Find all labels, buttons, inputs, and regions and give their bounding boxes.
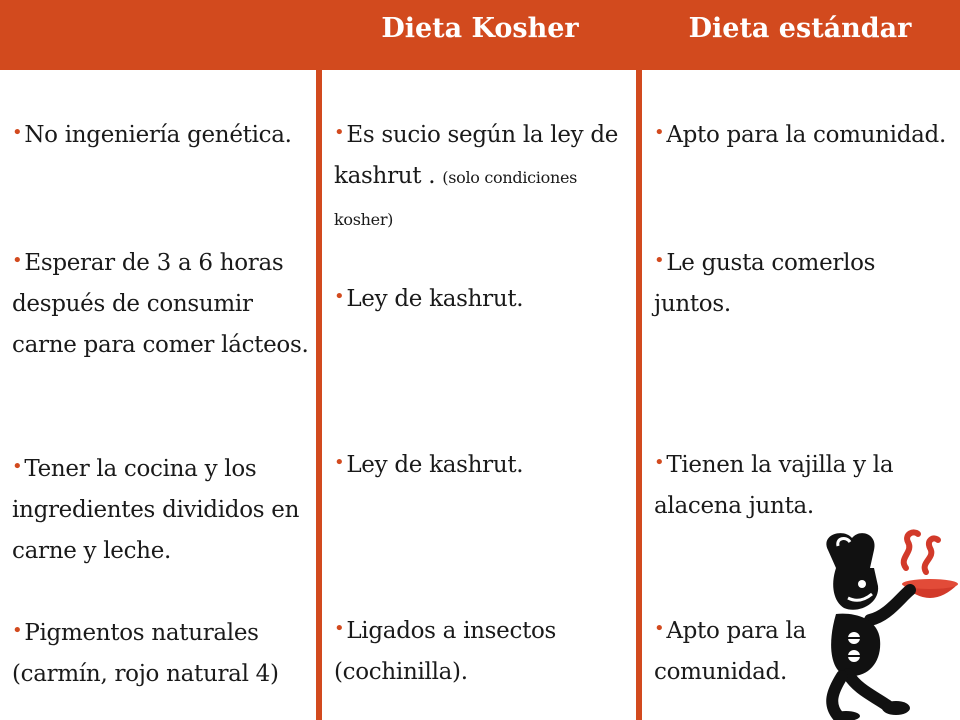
item-text: Es sucio según la ley de kashrut . <box>334 122 619 189</box>
item-text: Le gusta comerlos juntos. <box>654 250 876 317</box>
list-item <box>654 608 806 693</box>
item-text: Apto para la comunidad. <box>666 122 946 148</box>
bullet-icon: • <box>334 122 345 143</box>
item-text: Apto para la comunidad. <box>654 618 806 685</box>
list-item <box>334 608 630 693</box>
item-text: Tener la cocina y los ingredientes divididos en carne y leche. <box>12 456 300 564</box>
item-text: Ley de kashrut. <box>346 286 524 312</box>
item-text: No ingeniería genética. <box>24 122 292 148</box>
bullet-icon: • <box>12 620 23 641</box>
item-text: Pigmentos naturales (carmín, rojo natural 4) <box>12 620 279 687</box>
bullet-icon: • <box>654 618 665 639</box>
item-text: Esperar de 3 a 6 horas después de consumir carne para comer lácteos. <box>12 250 309 358</box>
header-kosher-diet: Dieta Kosher <box>381 13 579 44</box>
chef-clipart-icon <box>818 528 960 720</box>
list-item <box>12 610 310 695</box>
bullet-icon: • <box>654 250 665 271</box>
column-divider-1 <box>316 68 322 720</box>
item-text: Tienen la vajilla y la alacena junta. <box>654 452 894 519</box>
bullet-icon: • <box>334 618 345 639</box>
bullet-icon: • <box>334 452 345 473</box>
list-item <box>12 112 310 156</box>
list-item <box>654 240 950 325</box>
item-note: (solo condiciones kosher) <box>334 168 578 229</box>
list-item <box>334 442 630 486</box>
bullet-icon: • <box>12 250 23 271</box>
list-item <box>12 240 310 366</box>
column-divider-2 <box>636 68 642 720</box>
list-item <box>654 112 950 156</box>
list-item <box>12 446 310 572</box>
table-top-border <box>0 68 960 70</box>
item-text: Ley de kashrut. <box>346 452 524 478</box>
list-item <box>654 442 950 527</box>
list-item <box>334 276 630 320</box>
item-text: Ligados a insectos (cochinilla). <box>334 618 557 685</box>
header-bar <box>0 0 960 68</box>
bullet-icon: • <box>12 122 23 143</box>
bullet-icon: • <box>654 452 665 473</box>
bullet-icon: • <box>654 122 665 143</box>
header-standard-diet: Dieta estándar <box>688 13 912 44</box>
bullet-icon: • <box>334 286 345 307</box>
list-item <box>334 112 630 240</box>
bullet-icon: • <box>12 456 23 477</box>
